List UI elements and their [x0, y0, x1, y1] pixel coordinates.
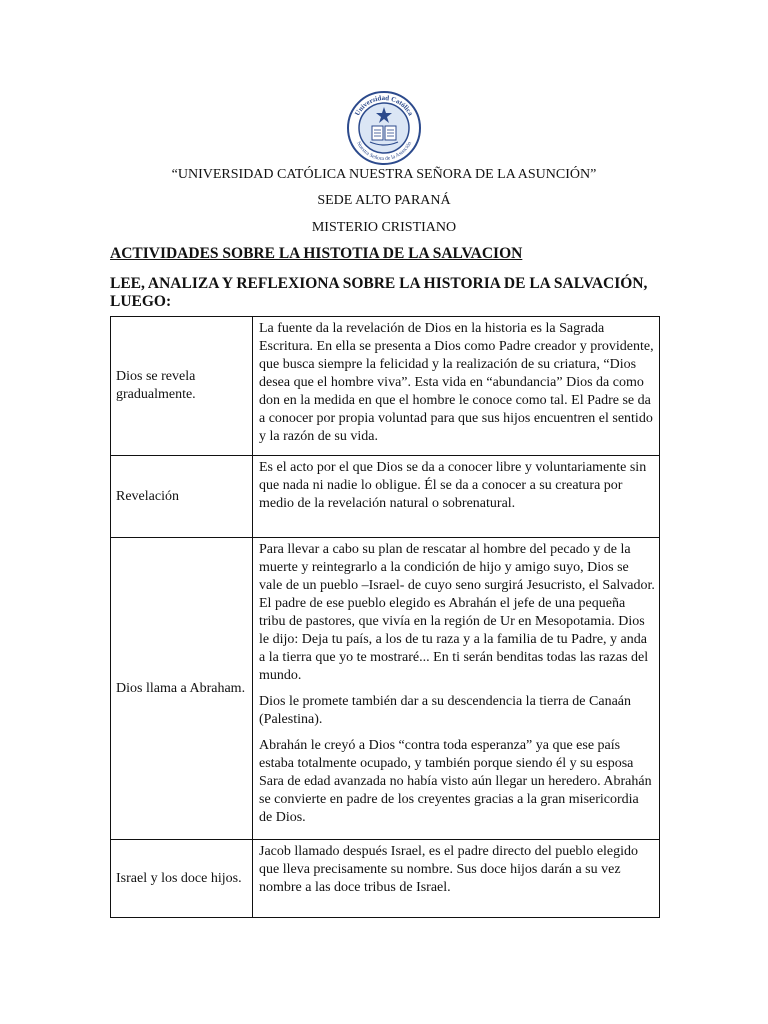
campus-name: SEDE ALTO PARANÁ: [317, 193, 451, 208]
description-paragraph: La fuente da la revelación de Dios en la historia es la Sagrada Escritura. En ella se presenta a Dios como Padre creador y providente, que busca siempre la felicidad y la realización de su criatura, “Dios desea que el hombre viva”. Esta vida en “abundancia” Dios da como don en la medida en que el hombre le conoce como tal. El Padre se da a conocer por propia voluntad para que sus hijos encuentren el sentido y la razón de su vida.: [259, 321, 654, 444]
table-row: [111, 538, 660, 840]
topic-cell: Dios se revela gradualmente.: [111, 317, 253, 456]
table-row: [111, 840, 660, 918]
table-row: [111, 317, 660, 456]
description-paragraph: Jacob llamado después Israel, es el padre directo del pueblo elegido que lleva precisamente su nombre. Sus doce hijos darán a su vez nombre a las doce tribus de Israel.: [259, 844, 639, 895]
table-row: [111, 456, 660, 538]
description-paragraph: Abrahán le creyó a Dios “contra toda esperanza” ya que ese país estaba totalmente ocupado, y también porque siendo él y su esposa Sara de edad avanzada no había visto aún llegar un heredero. Abrahán se convierte en padre de los creyentes gracias a la gran misericordia de Dios.: [259, 738, 652, 825]
instruction-text: LEE, ANALIZA Y REFLEXIONA SOBRE LA HISTORIA DE LA SALVACIÓN, LUEGO:: [110, 275, 648, 310]
description-paragraph: Dios le promete también dar a su descendencia la tierra de Canaán (Palestina).: [259, 694, 632, 727]
description-paragraph: Es el acto por el que Dios se da a conocer libre y voluntariamente sin que nada ni nadie lo obligue. Él se da a conocer a su creatura por medio de la revelación natural o sobrenatural.: [259, 460, 647, 511]
page-title: ACTIVIDADES SOBRE LA HISTOTIA DE LA SALVACION: [110, 245, 523, 262]
university-name: “UNIVERSIDAD CATÓLICA NUESTRA SEÑORA DE LA ASUNCIÓN”: [171, 167, 597, 182]
description-cell: [253, 317, 660, 456]
activities-table: [110, 316, 660, 918]
topic-cell: Dios llama a Abraham.: [111, 538, 253, 840]
description-cell: [253, 840, 660, 918]
svg-text:Universidad Católica: Universidad Católica: [353, 93, 415, 118]
description-cell: [253, 538, 660, 840]
topic-cell: Revelación: [111, 456, 253, 538]
topic-cell: Israel y los doce hijos.: [111, 840, 253, 918]
description-cell: [253, 456, 660, 538]
university-seal-logo: [346, 90, 422, 166]
svg-text:Nuestra Señora de la Asunción: Nuestra Señora de la Asunción: [354, 140, 414, 163]
description-paragraph: Para llevar a cabo su plan de rescatar al hombre del pecado y de la muerte y reintegrarlo a la condición de hijo y amigo suyo, Dios se vale de un pueblo –Israel- de cuyo seno surgirá Jesucristo, el Salvador. El padre de ese pueblo elegido es Abrahán el jefe de una pequeña tribu de pastores, que vivía en la región de Ur en Mesopotamia. Dios le dijo: Deja tu país, a los de tu raza y a la familia de tu Padre, y anda a la tierra que yo te mostraré... En ti serán benditas todas las razas del mundo.: [259, 542, 655, 683]
course-name: MISTERIO CRISTIANO: [311, 220, 457, 235]
